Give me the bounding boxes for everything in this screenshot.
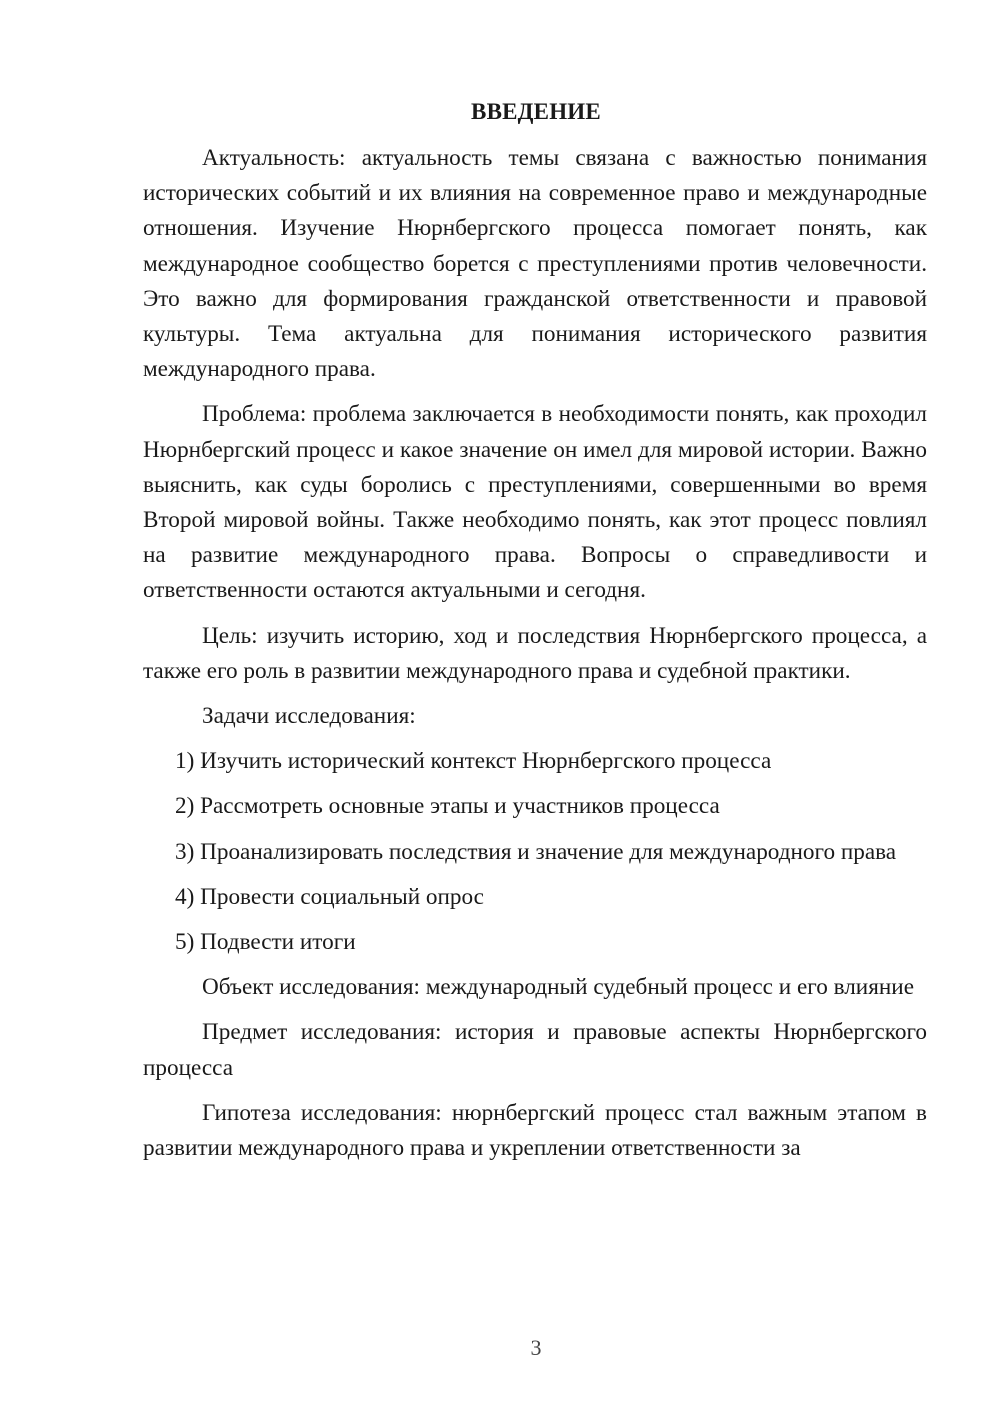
subject-paragraph: Предмет исследования: история и правовые аспекты Нюрнбергского процесса <box>143 1019 927 1081</box>
page-title: ВВЕДЕНИЕ <box>471 99 601 124</box>
relevance-paragraph: Актуальность: актуальность темы связана с важностью понимания исторических событий и их влияния на современное право и международные отношения. Изучение Нюрнбергского процесса помогает понять, как международное сообщество борется с преступлениями против человечности. Это важно для формирования гражданской ответственности и правовой культуры. Тема актуальна для понимания исторического развития международного права. <box>143 145 927 383</box>
document-body <box>143 141 927 1176</box>
hypothesis-paragraph: Гипотеза исследования: нюрнбергский процесс стал важным этапом в развитии международного права и укреплении ответственности за <box>143 1099 927 1162</box>
goal-paragraph: Цель: изучить историю, ход и последствия Нюрнбергского процесса, а также его роль в развитии международного права и судебной практики. <box>143 622 927 684</box>
task-item-2: 2) Рассмотреть основные этапы и участников процесса <box>175 793 720 820</box>
task-item-4: 4) Провести социальный опрос <box>175 883 484 910</box>
task-item-5: 5) Подвести итоги <box>175 929 356 956</box>
tasks-heading: Задачи исследования: <box>202 703 416 730</box>
problem-paragraph: Проблема: проблема заключается в необходимости понять, как проходил Нюрнбергский процесс и какое значение он имел для мировой истории. Важно выяснить, как суды боролись с преступлениями, совершенными во время Второй мировой войны. Также необходимо понять, как этот процесс повлиял на развитие международного права. Вопросы о справедливости и ответственности остаются актуальными и сегодня. <box>143 401 927 604</box>
task-item-3: 3) Проанализировать последствия и значение для международного права <box>175 838 897 865</box>
task-item-1: 1) Изучить исторический контекст Нюрнбергского процесса <box>175 748 772 775</box>
page-number: 3 <box>530 1335 542 1360</box>
object-paragraph: Объект исследования: международный судебный процесс и его влияние <box>202 974 914 1001</box>
